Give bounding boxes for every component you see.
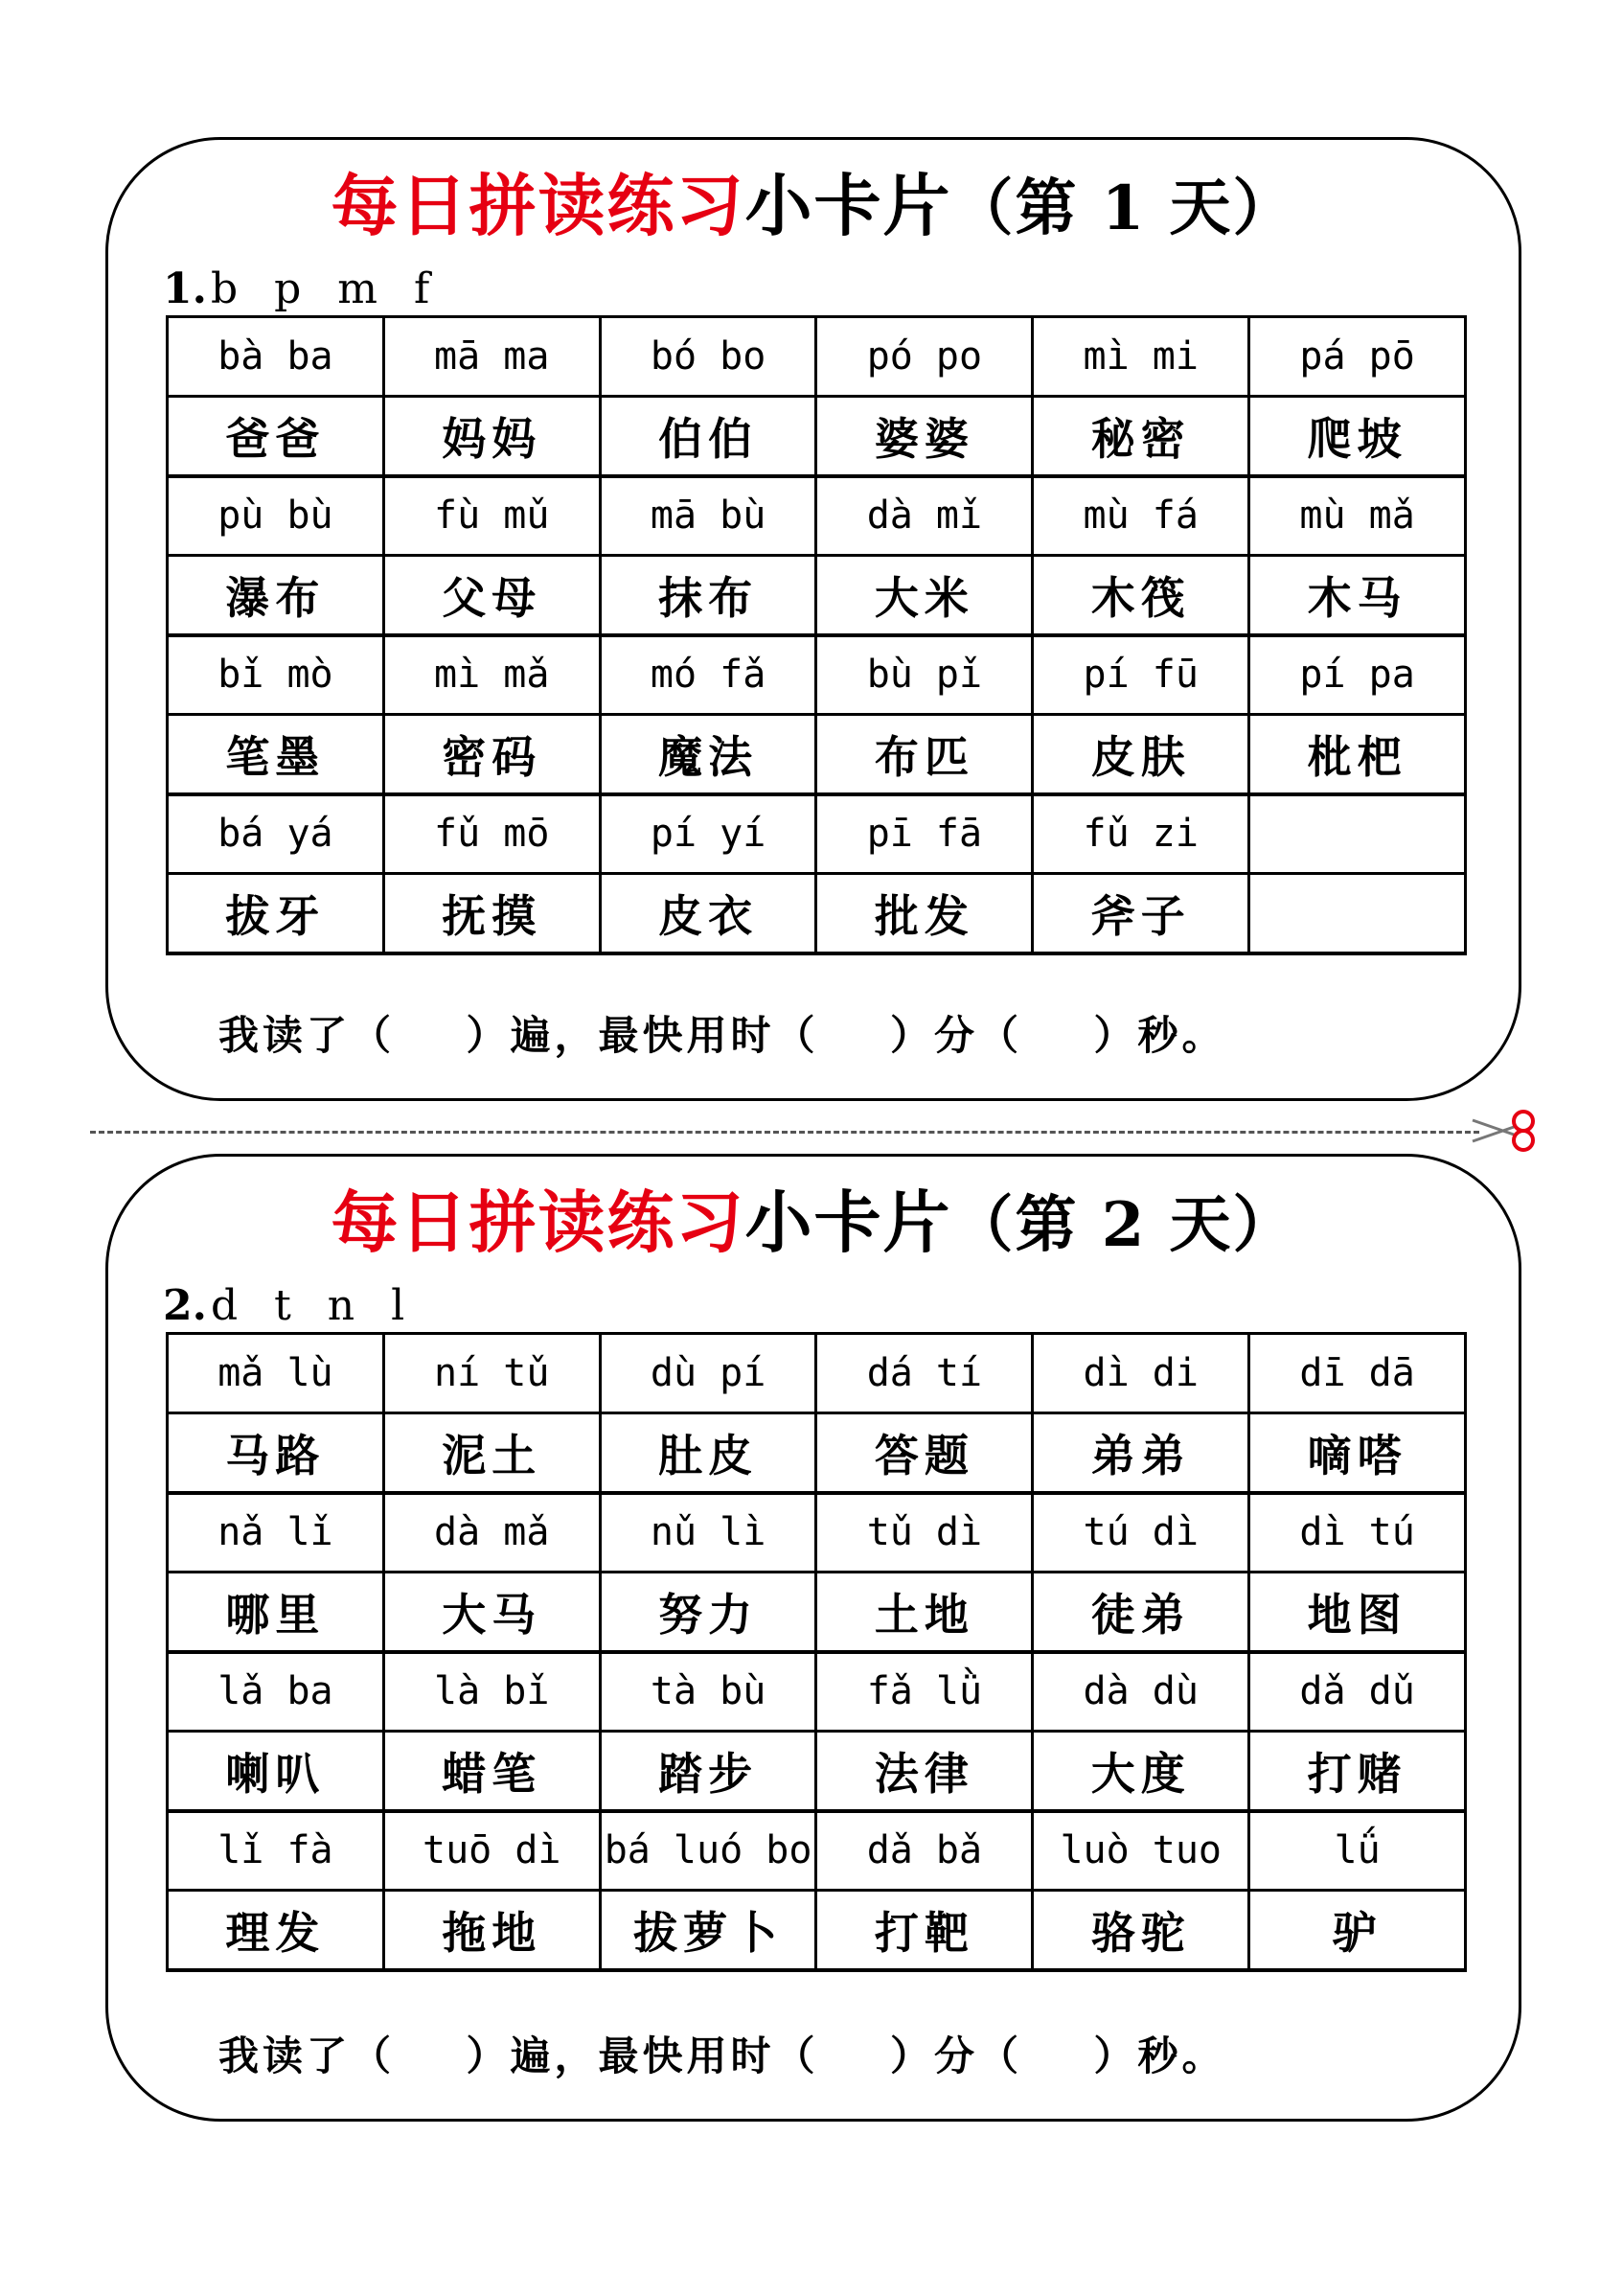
hanzi-cell: 骆驼 — [1033, 1891, 1249, 1970]
pinyin-cell: mù mǎ — [1249, 476, 1466, 556]
card-title-red: 每日拼读练习 — [331, 1182, 745, 1262]
section-letters: b p m f — [210, 264, 442, 313]
hanzi-cell: 斧子 — [1033, 874, 1249, 953]
hanzi-cell: 马路 — [168, 1413, 384, 1493]
hanzi-cell: 批发 — [816, 874, 1033, 953]
hanzi-cell: 泥土 — [383, 1413, 600, 1493]
hanzi-cell: 密码 — [383, 715, 600, 794]
practice-card-day-1 — [105, 137, 1521, 1101]
hanzi-cell: 伯伯 — [600, 397, 816, 476]
hanzi-cell: 法律 — [816, 1732, 1033, 1811]
hanzi-cell: 笔墨 — [168, 715, 384, 794]
hanzi-row — [168, 1413, 1466, 1493]
pinyin-cell: mā ma — [383, 317, 600, 397]
pinyin-cell: bó bo — [600, 317, 816, 397]
hanzi-row — [168, 1573, 1466, 1652]
card-title-day: （第 2 天） — [951, 1189, 1296, 1261]
hanzi-cell: 嘀嗒 — [1249, 1413, 1466, 1493]
pinyin-row — [168, 317, 1466, 397]
hanzi-cell: 肚皮 — [600, 1413, 816, 1493]
pinyin-cell: fù mǔ — [383, 476, 600, 556]
pinyin-cell: lǘ — [1249, 1811, 1466, 1891]
hanzi-cell: 皮衣 — [600, 874, 816, 953]
pinyin-cell: bǐ mò — [168, 635, 384, 715]
hanzi-cell: 喇叭 — [168, 1732, 384, 1811]
hanzi-cell: 秘密 — [1033, 397, 1249, 476]
hanzi-cell: 爸爸 — [168, 397, 384, 476]
pinyin-cell: dǎ dǔ — [1249, 1652, 1466, 1732]
pinyin-cell: dì tú — [1249, 1493, 1466, 1573]
section-heading — [163, 263, 441, 316]
hanzi-cell: 瀑布 — [168, 556, 384, 635]
hanzi-cell: 枇杷 — [1249, 715, 1466, 794]
reading-record: 我读了（ ）遍，最快用时（ ）分（ ）秒。 — [218, 2032, 1226, 2079]
pinyin-cell: dà mǐ — [816, 476, 1033, 556]
pinyin-cell: fǎ lǜ — [816, 1652, 1033, 1732]
hanzi-cell: 大度 — [1033, 1732, 1249, 1811]
cut-line — [90, 1131, 1479, 1134]
pinyin-row — [168, 476, 1466, 556]
hanzi-cell: 布匹 — [816, 715, 1033, 794]
hanzi-cell: 理发 — [168, 1891, 384, 1970]
pinyin-cell: pù bù — [168, 476, 384, 556]
pinyin-cell: bù pǐ — [816, 635, 1033, 715]
pinyin-cell: tà bù — [600, 1652, 816, 1732]
pinyin-cell: dì di — [1033, 1334, 1249, 1413]
reading-record: 我读了（ ）遍，最快用时（ ）分（ ）秒。 — [218, 1012, 1226, 1059]
hanzi-cell: 踏步 — [600, 1732, 816, 1811]
pinyin-cell: ní tǔ — [383, 1334, 600, 1413]
hanzi-cell: 皮肤 — [1033, 715, 1249, 794]
pinyin-cell: pī fā — [816, 794, 1033, 874]
card-title-black: 小卡片 — [744, 166, 952, 245]
pinyin-cell: dù pí — [600, 1334, 816, 1413]
pinyin-cell: mǎ lù — [168, 1334, 384, 1413]
pinyin-cell: dá tí — [816, 1334, 1033, 1413]
hanzi-cell: 土地 — [816, 1573, 1033, 1652]
section-letters: d t n l — [210, 1281, 417, 1330]
hanzi-cell: 魔法 — [600, 715, 816, 794]
hanzi-cell: 拔牙 — [168, 874, 384, 953]
hanzi-cell — [1249, 874, 1466, 953]
card-title — [108, 163, 1519, 252]
pinyin-cell: nǔ lì — [600, 1493, 816, 1573]
hanzi-cell: 努力 — [600, 1573, 816, 1652]
pinyin-cell: tǔ dì — [816, 1493, 1033, 1573]
hanzi-row — [168, 1732, 1466, 1811]
hanzi-cell: 驴 — [1249, 1891, 1466, 1970]
pinyin-row — [168, 1493, 1466, 1573]
pinyin-row — [168, 635, 1466, 715]
pinyin-cell: pá pō — [1249, 317, 1466, 397]
pinyin-cell: pí pa — [1249, 635, 1466, 715]
pinyin-table — [166, 1332, 1467, 1972]
section-heading — [163, 1279, 416, 1333]
pinyin-cell: fǔ mō — [383, 794, 600, 874]
hanzi-cell: 答题 — [816, 1413, 1033, 1493]
pinyin-cell: tú dì — [1033, 1493, 1249, 1573]
hanzi-cell: 打赌 — [1249, 1732, 1466, 1811]
hanzi-cell: 父母 — [383, 556, 600, 635]
pinyin-cell: lǎ ba — [168, 1652, 384, 1732]
pinyin-cell: nǎ lǐ — [168, 1493, 384, 1573]
pinyin-row — [168, 1811, 1466, 1891]
hanzi-row — [168, 397, 1466, 476]
pinyin-cell: dà dù — [1033, 1652, 1249, 1732]
scissors-icon — [1471, 1107, 1538, 1155]
pinyin-cell: là bǐ — [383, 1652, 600, 1732]
pinyin-table — [166, 315, 1467, 955]
pinyin-cell: bá luó bo — [600, 1811, 816, 1891]
pinyin-cell: pí fū — [1033, 635, 1249, 715]
pinyin-row — [168, 1652, 1466, 1732]
hanzi-row — [168, 715, 1466, 794]
hanzi-cell: 爬坡 — [1249, 397, 1466, 476]
hanzi-cell: 抚摸 — [383, 874, 600, 953]
pinyin-cell: luò tuo — [1033, 1811, 1249, 1891]
pinyin-cell: tuō dì — [383, 1811, 600, 1891]
pinyin-cell: pó po — [816, 317, 1033, 397]
pinyin-cell: mì mǎ — [383, 635, 600, 715]
pinyin-row — [168, 1334, 1466, 1413]
hanzi-cell: 拔萝卜 — [600, 1891, 816, 1970]
card-title-day: （第 1 天） — [951, 172, 1296, 244]
hanzi-cell: 婆婆 — [816, 397, 1033, 476]
hanzi-cell: 徒弟 — [1033, 1573, 1249, 1652]
hanzi-cell: 大马 — [383, 1573, 600, 1652]
hanzi-cell: 木筏 — [1033, 556, 1249, 635]
hanzi-cell: 拖地 — [383, 1891, 600, 1970]
section-number: 2. — [163, 1281, 207, 1330]
pinyin-cell: bà ba — [168, 317, 384, 397]
hanzi-cell: 弟弟 — [1033, 1413, 1249, 1493]
hanzi-row — [168, 874, 1466, 953]
pinyin-cell — [1249, 794, 1466, 874]
section-number: 1. — [163, 264, 207, 313]
pinyin-cell: lǐ fà — [168, 1811, 384, 1891]
hanzi-cell: 哪里 — [168, 1573, 384, 1652]
hanzi-cell: 抹布 — [600, 556, 816, 635]
hanzi-row — [168, 1891, 1466, 1970]
card-title-red: 每日拼读练习 — [331, 166, 745, 245]
hanzi-cell: 打靶 — [816, 1891, 1033, 1970]
hanzi-row — [168, 556, 1466, 635]
card-title-black: 小卡片 — [744, 1182, 952, 1262]
pinyin-cell: dà mǎ — [383, 1493, 600, 1573]
practice-card-day-2 — [105, 1154, 1521, 2122]
hanzi-cell: 蜡笔 — [383, 1732, 600, 1811]
pinyin-cell: bá yá — [168, 794, 384, 874]
card-title — [108, 1180, 1519, 1269]
pinyin-cell: mó fǎ — [600, 635, 816, 715]
pinyin-cell: fǔ zi — [1033, 794, 1249, 874]
hanzi-cell: 木马 — [1249, 556, 1466, 635]
pinyin-cell: dī dā — [1249, 1334, 1466, 1413]
pinyin-cell: mì mi — [1033, 317, 1249, 397]
pinyin-cell: dǎ bǎ — [816, 1811, 1033, 1891]
hanzi-cell: 地图 — [1249, 1573, 1466, 1652]
pinyin-cell: mù fá — [1033, 476, 1249, 556]
pinyin-row — [168, 794, 1466, 874]
hanzi-cell: 大米 — [816, 556, 1033, 635]
hanzi-cell: 妈妈 — [383, 397, 600, 476]
pinyin-cell: mā bù — [600, 476, 816, 556]
pinyin-cell: pí yí — [600, 794, 816, 874]
